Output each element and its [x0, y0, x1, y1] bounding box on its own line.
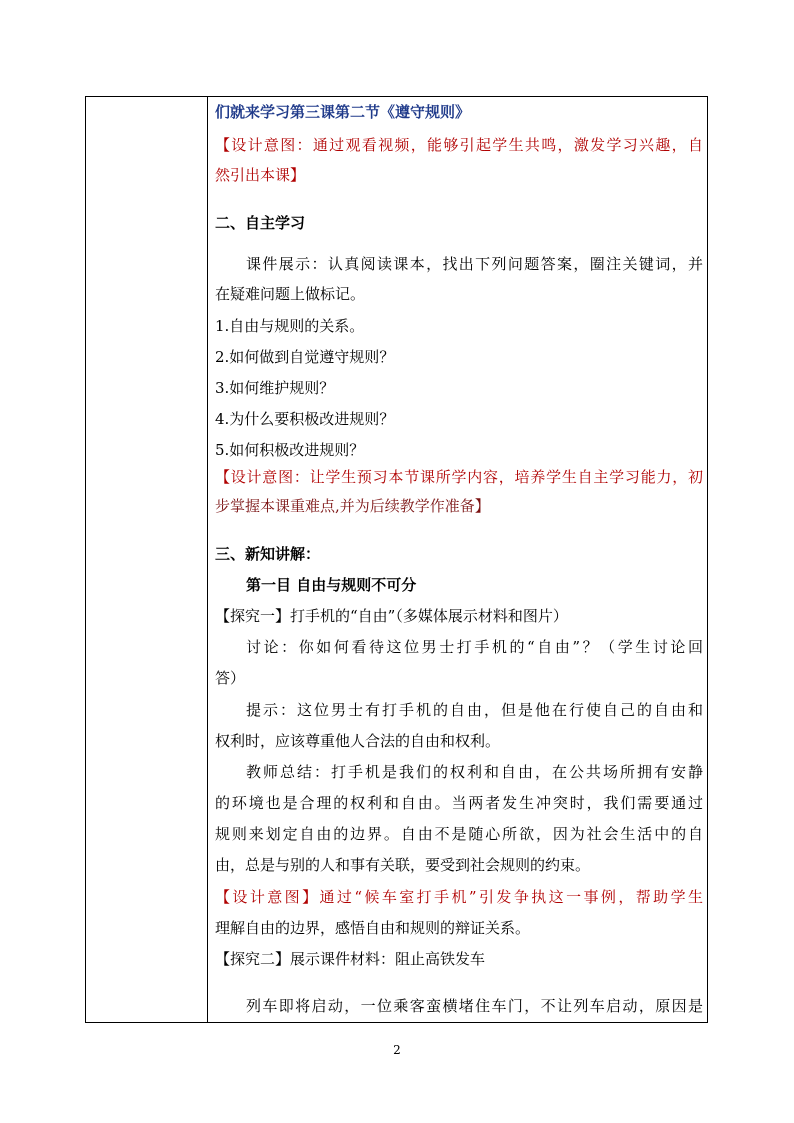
summary-1a: 教师总结：打手机是我们的权利和自由，在公共场所拥有安静	[246, 763, 703, 781]
self-study-text-2: 在疑难问题上做标记。	[215, 285, 366, 303]
inquiry-2-title: 【探究二】展示课件材料：阻止高铁发车	[215, 950, 486, 968]
lesson-table	[85, 96, 708, 1023]
question-5: 5.如何积极改进规则？	[215, 441, 365, 459]
section-heading-new-knowledge: 三、新知讲解：	[215, 545, 321, 563]
question-3: 3.如何维护规则？	[215, 379, 335, 397]
hint-1b: 权利时，应该尊重他人合法的自由和权利。	[215, 732, 501, 750]
subsection-heading-1: 第一目 自由与规则不可分	[246, 576, 417, 594]
design-intent-3a	[215, 887, 703, 907]
inquiry-1-title: 【探究一】打手机的“自由”（多媒体展示材料和图片）	[215, 607, 568, 625]
lesson-intro-line: 们就来学习第三课第二节《遵守规则》	[215, 103, 471, 121]
section-heading-self-study: 二、自主学习	[215, 214, 306, 232]
self-study-text-1: 课件展示：认真阅读课本，找出下列问题答案，圈注关键词，并	[246, 255, 703, 273]
design-intent-3b: 理解自由的边界，感悟自由和规则的辩证关系。	[215, 919, 531, 937]
discussion-1b: 答）	[215, 669, 246, 687]
column-divider	[207, 97, 208, 1022]
design-intent-1b: 然引出本课】	[215, 166, 306, 184]
summary-1d: 由，总是与别的人和事有关联，要受到社会规则的约束。	[215, 856, 591, 874]
page-number: 2	[393, 1043, 401, 1057]
question-2: 2.如何做到自觉遵守规则？	[215, 348, 395, 366]
design-intent-3a-text: 【设计意图】通过“候车室打手机”引发争执这一事例，帮助学生	[215, 888, 703, 906]
inquiry-2-text: 列车即将启动，一位乘客蛮横堵住车门，不让列车启动，原因是	[246, 997, 703, 1015]
design-intent-2a: 【设计意图：让学生预习本节课所学内容，培养学生自主学习能力，初	[215, 468, 703, 486]
question-1: 1.自由与规则的关系。	[215, 317, 365, 335]
summary-1c: 规则来划定自由的边界。自由不是随心所欲，因为社会生活中的自	[215, 825, 703, 843]
question-4: 4.为什么要积极改进规则？	[215, 410, 395, 428]
discussion-1a: 讨论：你如何看待这位男士打手机的“自由”？（学生讨论回	[246, 638, 703, 656]
summary-1b: 的环境也是合理的权利和自由。当两者发生冲突时，我们需要通过	[215, 794, 703, 812]
hint-1a: 提示：这位男士有打手机的自由，但是他在行使自己的自由和	[246, 701, 703, 719]
design-intent-2b: 步掌握本课重难点,并为后续教学作准备】	[215, 497, 490, 515]
design-intent-1a: 【设计意图：通过观看视频，能够引起学生共鸣，激发学习兴趣，自	[215, 136, 703, 154]
